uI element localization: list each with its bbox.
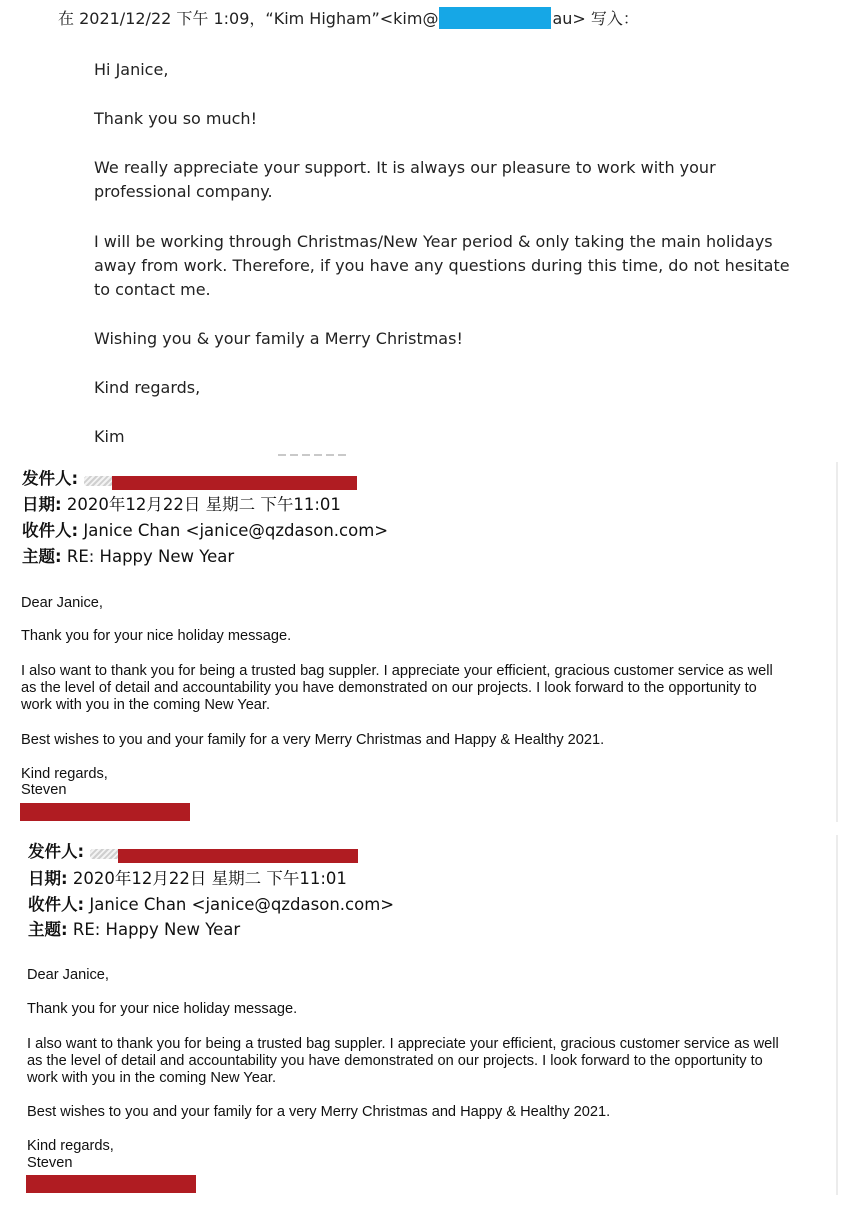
closing: Kind regards, <box>21 766 108 782</box>
to-row <box>28 892 394 917</box>
subject-label: 主题: <box>28 920 68 939</box>
from-row <box>28 839 84 864</box>
to-label: 收件人: <box>22 521 79 540</box>
body-line: to contact me. <box>94 280 211 299</box>
body-line: I also want to thank you for being a trusted bag suppler. I appreciate your efficient, gracious customer service as well <box>21 663 773 679</box>
signature-name: Steven <box>21 782 67 798</box>
to-label: 收件人: <box>28 895 85 914</box>
date-value: 2020年12月22日 星期二 下午11:01 <box>67 869 347 888</box>
to-row <box>22 518 388 543</box>
date-value: 2020年12月22日 星期二 下午11:01 <box>61 495 341 514</box>
header-prefix: 在 2021/12/22 下午 1:09，“Kim Higham”<kim@ <box>58 9 439 28</box>
date-label: 日期: <box>22 495 62 514</box>
body-line: I also want to thank you for being a trusted bag suppler. I appreciate your efficient, gracious customer service as well <box>27 1036 779 1052</box>
to-value: Janice Chan <janice@qzdason.com> <box>78 521 389 540</box>
date-row <box>22 492 341 517</box>
body-line: work with you in the coming New Year. <box>21 697 271 713</box>
subject-value: RE: Happy New Year <box>67 920 241 939</box>
thanks-line: Thank you so much! <box>94 109 257 128</box>
wishes-line: Wishing you & your family a Merry Christmas! <box>94 329 463 348</box>
salutation: Dear Janice, <box>27 967 109 983</box>
date-label: 日期: <box>28 869 68 888</box>
body-line: Best wishes to you and your family for a very Merry Christmas and Happy & Healthy 2021. <box>21 732 605 748</box>
page-edge <box>836 835 838 1195</box>
divider <box>278 454 348 456</box>
quoted-header-line <box>58 6 639 29</box>
subject-row <box>28 917 240 942</box>
body-line: as the level of detail and accountability you have demonstrated on our projects. I look forward to the opportunity to <box>27 1053 763 1069</box>
redacted-sender <box>112 476 357 490</box>
date-row <box>28 866 347 891</box>
to-value: Janice Chan <janice@qzdason.com> <box>84 895 395 914</box>
redacted-email-domain <box>439 7 551 29</box>
body-line: I will be working through Christmas/New Year period & only taking the main holidays <box>94 232 773 251</box>
from-label: 发件人: <box>22 469 79 488</box>
body-line: as the level of detail and accountability you have demonstrated on our projects. I look forward to the opportunity to <box>21 680 757 696</box>
forwarded-email-2 <box>0 835 866 1197</box>
redacted-signature <box>26 1175 196 1193</box>
from-row <box>22 466 78 491</box>
from-label: 发件人: <box>28 842 85 861</box>
signature-name: Kim <box>94 427 125 446</box>
closing: Kind regards, <box>27 1138 114 1154</box>
signature-name: Steven <box>27 1155 73 1171</box>
body-line: work with you in the coming New Year. <box>27 1070 277 1086</box>
page-edge <box>836 462 838 822</box>
reply-email-kim <box>0 0 866 462</box>
redacted-signature <box>20 803 190 821</box>
body-line: We really appreciate your support. It is always our pleasure to work with your <box>94 158 716 177</box>
subject-value: RE: Happy New Year <box>61 547 235 566</box>
header-suffix: au> 写入： <box>552 9 639 28</box>
greeting: Hi Janice, <box>94 60 169 79</box>
body-line: professional company. <box>94 182 273 201</box>
redacted-sender <box>118 849 358 863</box>
salutation: Dear Janice, <box>21 595 103 611</box>
body-line: Thank you for your nice holiday message. <box>21 628 292 644</box>
body-line: Best wishes to you and your family for a very Merry Christmas and Happy & Healthy 2021. <box>27 1104 611 1120</box>
subject-row <box>22 544 234 569</box>
body-line: away from work. Therefore, if you have any questions during this time, do not hesitate <box>94 256 790 275</box>
subject-label: 主题: <box>22 547 62 566</box>
forwarded-email-1 <box>0 462 866 824</box>
body-line: Thank you for your nice holiday message. <box>27 1001 298 1017</box>
closing: Kind regards, <box>94 378 201 397</box>
